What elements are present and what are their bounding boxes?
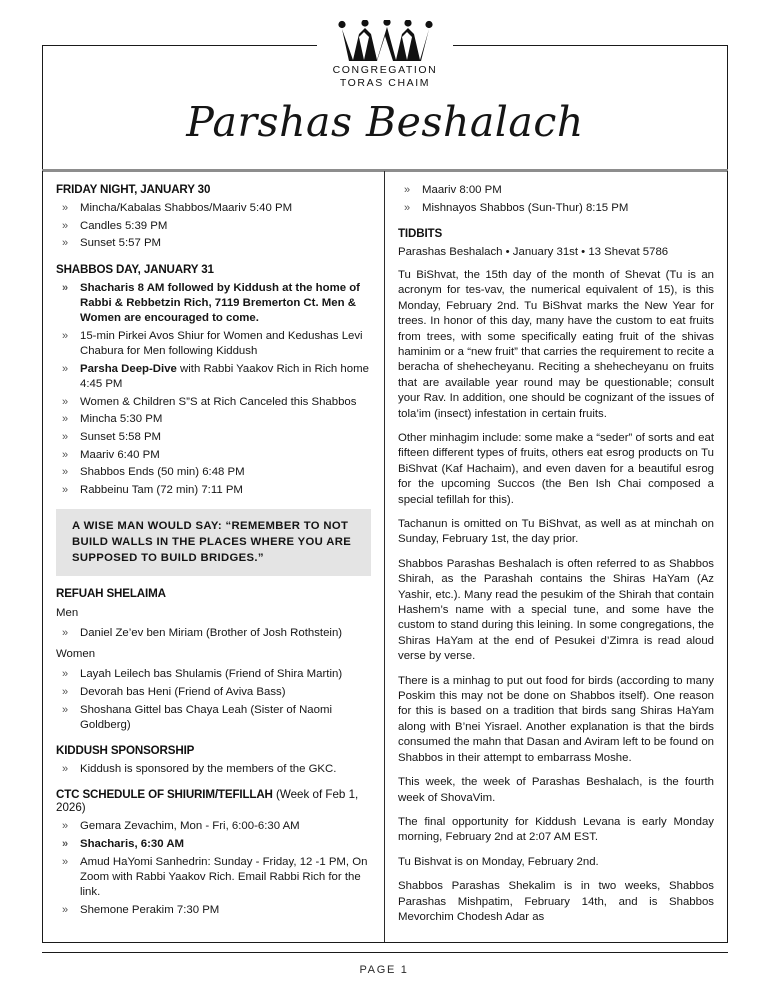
tidbits-paragraph: Tu BiShvat, the 15th day of the month of Shevat (Tu is an acronym for tes-vav, the numerical equivalent of 15), is this Monday, February 2nd. Tu BiShvat marks the New Year for trees. In honor of this day, many have the custom to eat fruits from trees, with some specifically eating fruit of the shivas haminim or a “new fruit” that carries the requirement to recite a beracha of shehecheyanu. Reciting a shehecheyanu on fruits that are available year round may be questionable; consult your Rav. In addition, one should be cognizant of the issues of tola’im (insect) infestation in certain fruits. (398, 268, 714, 420)
list-item (56, 667, 371, 682)
kiddush-sponsorship-list (56, 762, 371, 777)
friday-night-list (56, 201, 371, 252)
list-item (56, 626, 371, 641)
tidbits-paragraph: Shabbos Parashas Beshalach is often referred to as Shabbos Shirah, as the Parashah contains the Shiras HaYam (Az Yashir, etc.). Many read the pesukim of the Shirah that contain Hashem’s name with a special tune, and some have the custom to stand during this leining. In some congregations, the Shiras HaYam at the end of Pesukei d’Zimra is read aloud verse by verse. (398, 557, 714, 663)
masthead (42, 45, 728, 171)
list-item (56, 855, 371, 901)
list-item-text: with Rabbi Yaakov Rich in Rich home 4:45 PM (80, 362, 369, 390)
footer-divider-rule (42, 952, 728, 953)
congregation-logo (317, 20, 454, 90)
list-item (56, 703, 371, 733)
bullet-chevron-icon: » (62, 627, 69, 640)
list-item (56, 362, 371, 392)
section-heading-refuah-shelaima: REFUAH SHELAIMA (56, 587, 166, 601)
list-item-text: 15-min Pirkei Avos Shiur for Women and Kedushas Levi Chabura for Men following Kiddush (80, 329, 363, 357)
bullet-chevron-icon: » (62, 686, 69, 699)
tidbits-paragraph: Other minhagim include: some make a “seder” of sorts and eat fifteen different types of fruits, others eat esrog products on Tu BiShvat (Kaf Hachaim), and even daven for a beautiful esrog for the upcoming Succos (the Ben Ish Chai composed a special tefillah for this). (398, 431, 714, 506)
list-item-text: Devorah bas Heni (Friend of Aviva Bass) (80, 686, 286, 699)
bullet-chevron-icon: » (404, 184, 411, 196)
list-item (56, 465, 371, 480)
bullet-chevron-icon: » (62, 668, 69, 681)
shabbos-day-list (56, 281, 371, 499)
list-item (398, 183, 714, 198)
list-item (56, 819, 371, 834)
list-item (56, 219, 371, 234)
list-item-text: Amud HaYomi Sanhedrin: Sunday - Friday, 12 -1 PM, On Zoom with Rabbi Yaakov Rich. Email Rabbi Rich for the link. (80, 855, 368, 899)
bullet-chevron-icon: » (62, 237, 69, 250)
bullet-chevron-icon: » (62, 763, 69, 776)
section-heading-ctc-schedule (56, 788, 371, 814)
content-box (42, 171, 728, 943)
list-item-text: Candles 5:39 PM (80, 219, 168, 232)
list-item (56, 281, 371, 327)
list-item-text: Shabbos Ends (50 min) 6:48 PM (80, 466, 245, 479)
ctc-schedule-list (56, 819, 371, 918)
tidbits-paragraph: There is a minhag to put out food for birds (according to many Poskim this may not be done on Shabbos itself). One reason for this is based on a tradition that birds sang Shiras HaYam along with B’nei Yisrael. Another explanation is that the birds consumed the mahn that Dasan and Aviram left to be found on Shabbos in their attempt to embarrass Moshe. (398, 674, 714, 764)
page-number: PAGE 1 (359, 964, 409, 976)
bullet-chevron-icon: » (62, 820, 69, 833)
section-heading-kiddush-sponsorship: KIDDUSH SPONSORSHIP (56, 744, 195, 758)
list-item (56, 685, 371, 700)
list-item-text: Women & Children S”S at Rich Canceled this Shabbos (80, 395, 357, 408)
logo-wordmark (333, 64, 438, 90)
list-item-text: Daniel Ze’ev ben Miriam (Brother of Josh Rothstein) (80, 627, 343, 640)
list-item (398, 201, 714, 216)
list-item-text: Maariv 6:40 PM (80, 448, 160, 461)
weekday-tefillah-list (398, 183, 714, 216)
list-item (56, 448, 371, 463)
tidbits-paragraph: Tachanun is omitted on Tu BiShvat, as well as at minchah on Sunday, February 1st, the day prior. (398, 518, 714, 546)
bullet-chevron-icon: » (62, 903, 69, 916)
tidbits-date-line: Parashas Beshalach • January 31st • 13 Shevat 5786 (398, 245, 669, 258)
tidbits-paragraph: The final opportunity for Kiddush Levana is early Monday morning, February 2nd at 2:07 AM EST. (398, 815, 714, 844)
refuah-men-label: Men (56, 607, 79, 620)
bullet-chevron-icon: » (404, 201, 411, 214)
list-item-text: Mincha 5:30 PM (80, 413, 163, 426)
bullet-chevron-icon: » (62, 219, 69, 232)
refuah-women-label: Women (56, 648, 96, 661)
tidbits-body (398, 268, 714, 925)
list-item-text: Maariv 8:00 PM (422, 184, 502, 196)
section-heading-shabbos-day: SHABBOS DAY, JANUARY 31 (56, 262, 214, 276)
page-title: Parshas Beshalach (186, 98, 584, 147)
bullet-chevron-icon: » (62, 703, 69, 716)
list-item-text-emphasis: Parsha Deep-Dive (80, 362, 177, 375)
bullet-chevron-icon: » (62, 430, 69, 443)
list-item-text: Shemone Perakim 7:30 PM (80, 903, 220, 916)
list-item (56, 412, 371, 427)
section-heading-tidbits: TIDBITS (398, 226, 443, 240)
list-item (56, 483, 371, 498)
list-item-text: Rabbeinu Tam (72 min) 7:11 PM (80, 484, 243, 497)
bullet-chevron-icon: » (62, 855, 69, 868)
bullet-chevron-icon: » (62, 202, 69, 214)
ctc-heading-main: CTC SCHEDULE OF SHIURIM/TEFILLAH (56, 788, 273, 802)
ctc-heading-week: (Week of Feb 1, 2026) (56, 788, 359, 815)
bullet-chevron-icon: » (62, 362, 69, 375)
list-item (56, 903, 371, 918)
list-item-text: Shacharis 8 AM followed by Kiddush at the home of Rabbi & Rebbetzin Rich, 7119 Bremerton Ct. Men & Women are encouraged to come. (80, 281, 360, 325)
org-name-line2: TORAS CHAIM (339, 77, 431, 90)
bullet-chevron-icon: » (62, 413, 69, 426)
crown-icon (333, 20, 437, 62)
tidbits-paragraph: Tu Bishvat is on Monday, February 2nd. (398, 855, 599, 868)
list-item (56, 329, 371, 359)
list-item (56, 236, 371, 251)
list-item-text: Sunset 5:57 PM (80, 237, 162, 250)
refuah-men-list (56, 626, 371, 641)
bullet-chevron-icon: » (62, 448, 69, 461)
list-item-text: Mishnayos Shabbos (Sun-Thur) 8:15 PM (422, 201, 629, 214)
bullet-chevron-icon: » (62, 838, 69, 851)
right-column (385, 171, 727, 942)
list-item (56, 762, 371, 777)
list-item-text: Mincha/Kabalas Shabbos/Maariv 5:40 PM (80, 202, 293, 214)
tidbits-paragraph: Shabbos Parashas Shekalim is in two weeks, Shabbos Parashas Mishpatim, February 14th, and is Shabbos Mevorchim Chodesh Adar as (398, 880, 714, 923)
left-column (43, 171, 385, 942)
list-item (56, 837, 371, 852)
wise-man-quote-box (56, 509, 371, 576)
section-heading-friday-night: FRIDAY NIGHT, JANUARY 30 (56, 183, 211, 196)
list-item-text: Kiddush is sponsored by the members of the GKC. (80, 763, 337, 776)
list-item (56, 395, 371, 410)
bullet-chevron-icon: » (62, 281, 69, 294)
bullet-chevron-icon: » (62, 484, 69, 497)
bullet-chevron-icon: » (62, 466, 69, 479)
list-item-text: Sunset 5:58 PM (80, 430, 162, 443)
bullet-chevron-icon: » (62, 329, 69, 342)
list-item-text: Shoshana Gittel bas Chaya Leah (Sister of Naomi Goldberg) (80, 703, 332, 732)
list-item (56, 430, 371, 445)
list-item-text: Shacharis, 6:30 AM (80, 838, 185, 851)
bullet-chevron-icon: » (62, 395, 69, 408)
list-item-text: Gemara Zevachim, Mon - Fri, 6:00-6:30 AM (80, 820, 300, 833)
list-item (56, 201, 371, 216)
list-item-text: Layah Leilech bas Shulamis (Friend of Shira Martin) (80, 668, 343, 681)
refuah-women-list (56, 667, 371, 733)
tidbits-paragraph: This week, the week of Parashas Beshalach, is the fourth week of ShovaVim. (398, 776, 714, 804)
quote-text: A WISE MAN WOULD SAY: “REMEMBER TO NOT BUILD WALLS IN THE PLACES WHERE YOU ARE SUPPOSED TO BUILD BRIDGES.” (72, 520, 352, 565)
org-name-line1: CONGREGATION (332, 64, 438, 76)
